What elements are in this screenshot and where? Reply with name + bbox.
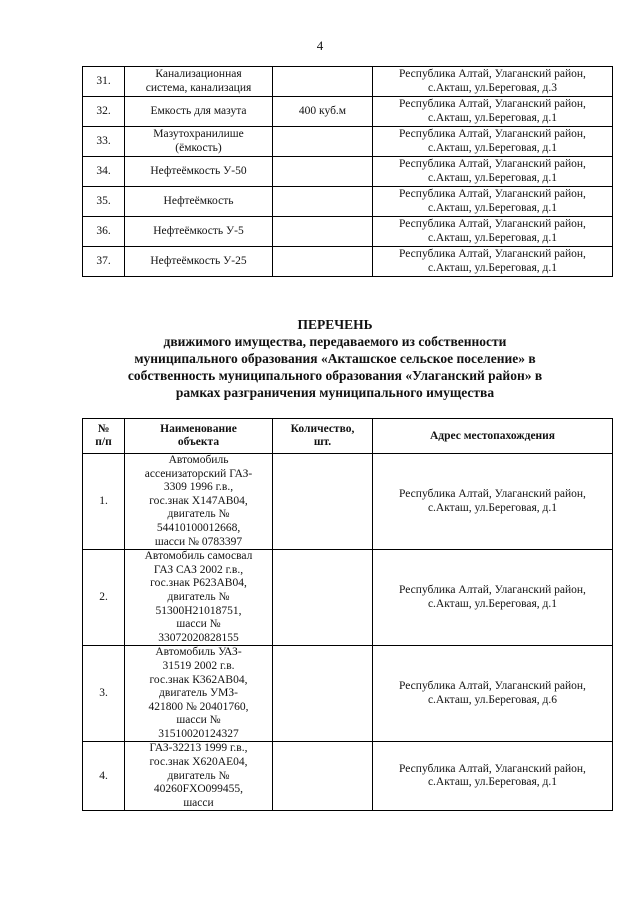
cell-address: Республика Алтай, Улаганский район, с.Акташ, ул.Береговая, д.1 xyxy=(373,127,613,157)
cell-address: Республика Алтай, Улаганский район, с.Акташ, ул.Береговая, д.1 xyxy=(373,742,613,811)
cell-qty xyxy=(273,550,373,646)
cell-num: 3. xyxy=(83,646,125,742)
cell-address: Республика Алтай, Улаганский район, с.Акташ, ул.Береговая, д.1 xyxy=(373,157,613,187)
heading-line: рамках разграничения муниципального имущества xyxy=(175,385,495,400)
table-row xyxy=(83,127,613,157)
cell-address: Республика Алтай, Улаганский район, с.Акташ, ул.Береговая, д.3 xyxy=(373,67,613,97)
table-row xyxy=(83,454,613,550)
table-row xyxy=(83,187,613,217)
cell-num: 36. xyxy=(83,217,125,247)
cell-qty: 400 куб.м xyxy=(273,97,373,127)
header-num: № п/п xyxy=(83,419,125,454)
cell-name: Нефтеёмкость У-50 xyxy=(125,157,273,187)
cell-address: Республика Алтай, Улаганский район, с.Акташ, ул.Береговая, д.1 xyxy=(373,217,613,247)
heading-line: собственность муниципального образования «Улаганский район» в xyxy=(127,368,543,383)
heading-title: ПЕРЕЧЕНЬ xyxy=(297,317,373,332)
cell-num: 37. xyxy=(83,247,125,277)
cell-name: Емкость для мазута xyxy=(125,97,273,127)
table-row xyxy=(83,157,613,187)
cell-name: Нефтеёмкость У-25 xyxy=(125,247,273,277)
cell-name: Автомобиль ассенизаторский ГАЗ- 3309 1996 г.в., гос.знак Х147АВ04, двигатель № 54410100012668, шасси № 0783397 xyxy=(125,454,273,550)
cell-name: Автомобиль самосвал ГАЗ САЗ 2002 г.в., гос.знак Р623АВ04, двигатель № 51300Н21018751, шасси № 33072020828155 xyxy=(125,550,273,646)
cell-num: 33. xyxy=(83,127,125,157)
cell-address: Республика Алтай, Улаганский район, с.Акташ, ул.Береговая, д.1 xyxy=(373,454,613,550)
cell-num: 31. xyxy=(83,67,125,97)
list-heading xyxy=(70,316,600,401)
cell-qty xyxy=(273,157,373,187)
cell-qty xyxy=(273,742,373,811)
page-number: 4 xyxy=(316,38,324,53)
table-row xyxy=(83,646,613,742)
table-row xyxy=(83,247,613,277)
table-header-row xyxy=(83,419,613,454)
cell-qty xyxy=(273,217,373,247)
movable-property-table xyxy=(82,418,613,811)
cell-qty xyxy=(273,127,373,157)
header-qty: Количество, шт. xyxy=(273,419,373,454)
cell-num: 1. xyxy=(83,454,125,550)
header-address: Адрес местопахождения xyxy=(373,419,613,454)
table-row xyxy=(83,97,613,127)
header-name: Наименование объекта xyxy=(125,419,273,454)
cell-qty xyxy=(273,247,373,277)
cell-qty xyxy=(273,187,373,217)
cell-num: 32. xyxy=(83,97,125,127)
cell-address: Республика Алтай, Улаганский район, с.Акташ, ул.Береговая, д.1 xyxy=(373,247,613,277)
table-row xyxy=(83,67,613,97)
table-row xyxy=(83,742,613,811)
cell-name: Канализационная система, канализация xyxy=(125,67,273,97)
cell-name: ГАЗ-32213 1999 г.в., гос.знак Х620АЕ04, двигатель № 40260FXO099455, шасси xyxy=(125,742,273,811)
table-row xyxy=(83,550,613,646)
cell-num: 4. xyxy=(83,742,125,811)
cell-name: Нефтеёмкость xyxy=(125,187,273,217)
cell-address: Республика Алтай, Улаганский район, с.Акташ, ул.Береговая, д.1 xyxy=(373,550,613,646)
cell-address: Республика Алтай, Улаганский район, с.Акташ, ул.Береговая, д.1 xyxy=(373,187,613,217)
cell-num: 35. xyxy=(83,187,125,217)
cell-name: Нефтеёмкость У-5 xyxy=(125,217,273,247)
cell-num: 34. xyxy=(83,157,125,187)
cell-qty xyxy=(273,454,373,550)
cell-qty xyxy=(273,646,373,742)
cell-address: Республика Алтай, Улаганский район, с.Акташ, ул.Береговая, д.1 xyxy=(373,97,613,127)
property-table-continued xyxy=(82,66,613,277)
cell-address: Республика Алтай, Улаганский район, с.Акташ, ул.Береговая, д.6 xyxy=(373,646,613,742)
cell-qty xyxy=(273,67,373,97)
heading-line: муниципального образования «Акташское сельское поселение» в xyxy=(134,351,536,366)
cell-num: 2. xyxy=(83,550,125,646)
cell-name: Автомобиль УАЗ- 31519 2002 г.в. гос.знак К362АВ04, двигатель УМЗ- 421800 № 20401760, шасси № 31510020124327 xyxy=(125,646,273,742)
table-row xyxy=(83,217,613,247)
heading-line: движимого имущества, передаваемого из собственности xyxy=(163,334,507,349)
cell-name: Мазутохранилише (ёмкость) xyxy=(125,127,273,157)
